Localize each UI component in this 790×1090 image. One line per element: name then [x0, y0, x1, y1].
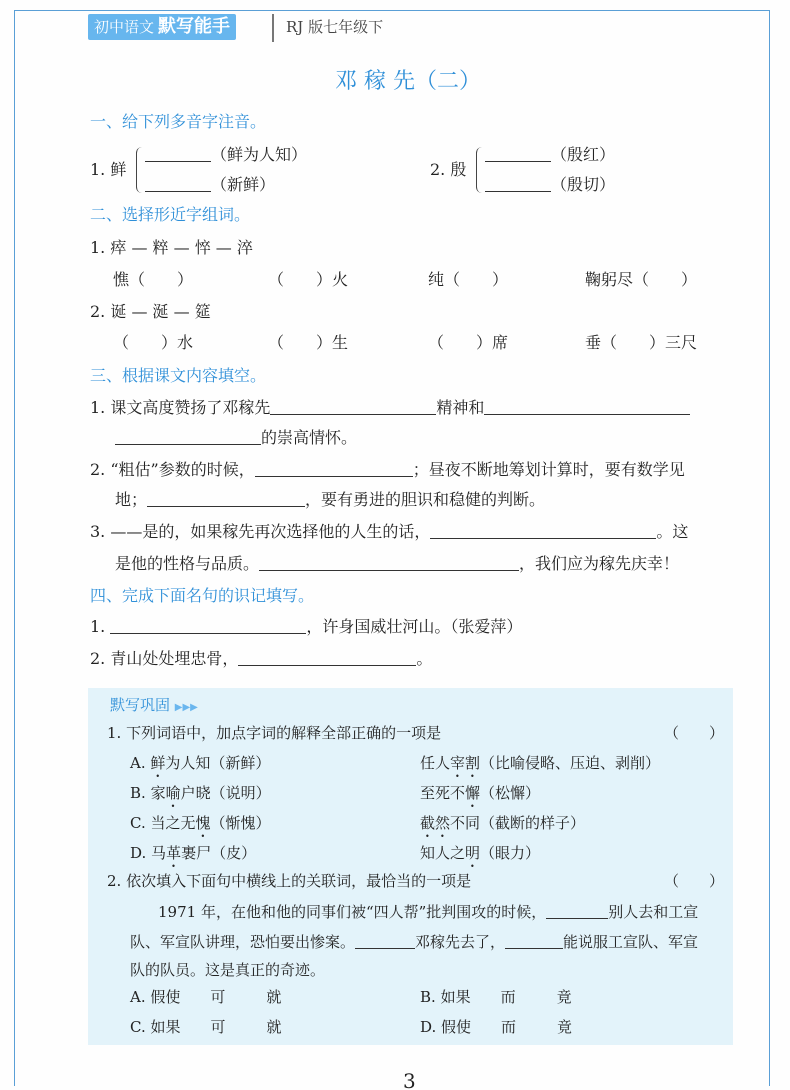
text: 精神和 [436, 398, 485, 417]
series-label: 初中语文 [94, 18, 155, 36]
text: D. [420, 1018, 437, 1036]
text: （新鲜） [211, 175, 276, 194]
fill-line [90, 648, 432, 670]
q1-label: 1. 鲜 [90, 160, 127, 179]
text: （殷切） [551, 175, 616, 194]
text: （比喻侵略、压迫、剥削） [480, 754, 661, 772]
text: ，我们应为稼先庆幸！ [519, 554, 680, 573]
text: 2. “粗估”参数的时候， [90, 460, 255, 479]
text: 截然 [420, 814, 451, 832]
text: 懈 [465, 784, 481, 802]
option-c [130, 812, 271, 841]
blank-item: 纯（ ） [428, 270, 509, 289]
text: （眼力） [480, 844, 541, 862]
text: 喻 [165, 784, 181, 802]
arrows-icon: ▶▶▶ [174, 702, 198, 713]
blank-item: 憔（ ） [113, 270, 194, 289]
answer-blank[interactable] [546, 902, 608, 919]
answer-blank[interactable] [270, 398, 436, 415]
text: 能说服工宣队、军宣 [563, 933, 699, 951]
passage-line [130, 931, 698, 953]
header-divider [272, 14, 274, 42]
answer-blank[interactable] [147, 490, 305, 507]
q2-label: 2. 殷 [430, 160, 467, 179]
text: D. [130, 844, 147, 862]
text: 任人 [420, 754, 451, 772]
answer-blank[interactable] [115, 428, 261, 445]
answer-paren: （ ） [664, 872, 725, 890]
option-b [130, 782, 271, 811]
group-1: 1. 瘁 — 粹 — 悴 — 淬 [90, 238, 253, 257]
blank-item: 鞠躬尽（ ） [585, 270, 698, 289]
option-d [130, 842, 256, 871]
text: 邓稼先去了， [415, 933, 506, 951]
section-4-heading: 四、完成下面名句的识记填写。 [90, 586, 315, 605]
text: 而 [500, 988, 516, 1006]
review-heading [110, 694, 198, 719]
answer-blank[interactable] [485, 145, 551, 162]
text: ，许身国威壮河山。（张爱萍） [306, 617, 523, 636]
answer-paren: （ ） [664, 724, 725, 742]
section-1-heading: 一、给下列多音字注音。 [90, 112, 267, 131]
section-2-heading: 二、选择形近字组词。 [90, 205, 251, 224]
text: 的崇高情怀。 [261, 428, 358, 447]
option-d[interactable] [420, 1016, 572, 1038]
passage-line: 队的队员。这是真正的奇迹。 [130, 961, 326, 979]
text: 地； [115, 490, 148, 509]
text: 别人去和工宣 [608, 903, 699, 921]
q2-line-a [485, 144, 615, 166]
text: 当之无 [150, 814, 196, 832]
text: 如果 [150, 1018, 181, 1036]
text: 是他的性格与品质。 [115, 554, 260, 573]
option-d-right [420, 842, 540, 871]
option-b-right [420, 782, 540, 811]
text: ，要有勇进的胆识和稳健的判断。 [305, 490, 546, 509]
edition-label: RJ 版七年级下 [286, 18, 384, 36]
answer-blank[interactable] [238, 649, 416, 666]
page-title: 邓 稼 先（二） [335, 69, 481, 94]
text: 可 [210, 988, 226, 1006]
text: 。这 [656, 522, 689, 541]
fill-line [115, 489, 545, 511]
text: （鲜为人知） [211, 145, 308, 164]
brace-icon [476, 147, 485, 193]
group-2: 2. 诞 — 涎 — 筵 [90, 302, 211, 321]
text: B. [130, 784, 146, 802]
text: 马 [151, 844, 167, 862]
passage-line [158, 901, 698, 923]
text: B. [420, 988, 436, 1006]
text: 队、军宣队讲理，恐怕要出惨案。 [130, 933, 356, 951]
text: （惭愧） [210, 814, 271, 832]
page-number: 3 [403, 1069, 416, 1090]
fill-line [90, 616, 522, 638]
text: 。 [416, 649, 433, 668]
text: 假使 [441, 1018, 472, 1036]
text: C. [130, 814, 146, 832]
text: 裹尸（皮） [181, 844, 257, 862]
text: 默写巩固 [110, 696, 171, 714]
option-a[interactable] [130, 986, 281, 1008]
fill-line [115, 553, 679, 575]
blank-item: （ ）生 [268, 333, 349, 352]
text: 可 [210, 1018, 226, 1036]
fill-line [115, 427, 357, 449]
text: 3. ——是的，如果稼先再次选择他的人生的话， [90, 522, 431, 541]
brace-icon [136, 147, 145, 193]
option-c[interactable] [130, 1016, 282, 1038]
text: 革 [166, 844, 182, 862]
text: （松懈） [480, 784, 541, 802]
text: 2. 青山处处埋忠骨， [90, 649, 239, 668]
answer-blank[interactable] [110, 617, 306, 634]
text: 不同（截断的样子） [450, 814, 586, 832]
text: ；昼夜不断地筹划计算时，要有数学见 [412, 460, 685, 479]
text: 就 [266, 988, 282, 1006]
answer-blank[interactable] [505, 932, 563, 949]
blank-item: （ ）席 [428, 333, 509, 352]
answer-blank[interactable] [145, 175, 211, 192]
answer-blank[interactable] [255, 460, 413, 477]
text: 至死不 [420, 784, 466, 802]
answer-blank[interactable] [145, 145, 211, 162]
answer-blank[interactable] [485, 175, 551, 192]
text: 家 [150, 784, 166, 802]
blank-item: （ ）水 [113, 333, 194, 352]
brand-label: 默写能手 [158, 16, 231, 37]
text: 明 [465, 844, 481, 862]
answer-blank[interactable] [430, 522, 656, 539]
review-q2-stem: 2. 依次填入下面句中横线上的关联词，最恰当的一项是 [107, 872, 472, 890]
text: 知人之 [420, 844, 466, 862]
text: 1. [90, 617, 106, 636]
text: 就 [266, 1018, 282, 1036]
answer-blank[interactable] [259, 554, 519, 571]
text: 1. 课文高度赞扬了邓稼先 [90, 398, 271, 417]
blank-item: 垂（ ）三尺 [585, 333, 698, 352]
option-b[interactable] [420, 986, 572, 1008]
text: 鲜 [150, 754, 166, 772]
section-3-heading: 三、根据课文内容填空。 [90, 366, 267, 385]
text: 为人知（新鲜） [165, 754, 271, 772]
text: 竟 [557, 1018, 573, 1036]
text: 竟 [556, 988, 572, 1006]
text: 而 [501, 1018, 517, 1036]
option-c-right [420, 812, 585, 841]
option-a-right [420, 752, 660, 781]
q1-line-a [145, 144, 307, 166]
text: A. [130, 754, 146, 772]
fill-line [90, 459, 685, 481]
text: 户晓（说明） [180, 784, 271, 802]
series-badge [88, 14, 236, 40]
option-a [130, 752, 270, 781]
blank-item: （ ）火 [268, 270, 349, 289]
review-q1-stem: 1. 下列词语中，加点字词的解释全部正确的一项是 [107, 724, 442, 742]
answer-blank[interactable] [355, 932, 415, 949]
text: A. [130, 988, 146, 1006]
text: 愧 [195, 814, 211, 832]
fill-line [90, 397, 690, 419]
fill-line [90, 521, 688, 543]
q1-line-b [145, 174, 275, 196]
text: 假使 [150, 988, 181, 1006]
text: 宰割 [450, 754, 481, 772]
text: （殷红） [551, 145, 616, 164]
text: C. [130, 1018, 146, 1036]
answer-blank[interactable] [484, 398, 690, 415]
text: 如果 [440, 988, 471, 1006]
q2-line-b [485, 174, 615, 196]
text: 1971 年，在他和他的同事们被“四人帮”批判围攻的时候， [158, 903, 547, 921]
